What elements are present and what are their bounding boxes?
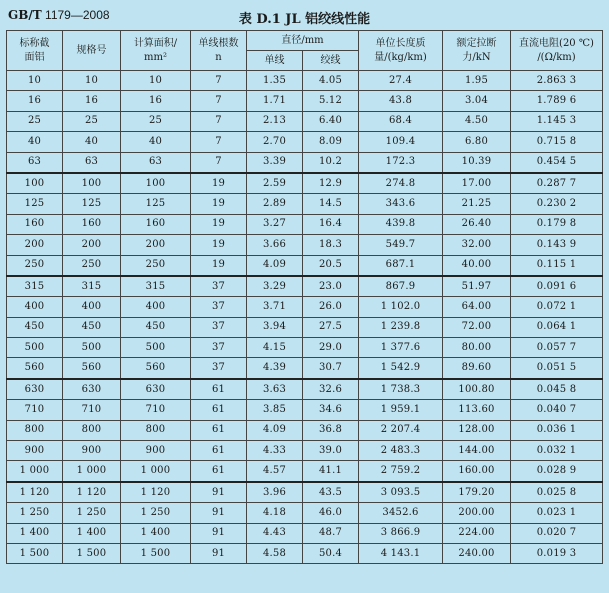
table-cell: 0.023 1 [511,503,603,523]
table-cell: 125 [7,194,63,214]
table-cell: 450 [121,317,191,337]
table-cell: 40 [121,132,191,152]
table-cell: 450 [63,317,121,337]
table-cell: 68.4 [359,111,443,131]
table-cell: 61 [191,441,247,461]
table-cell: 0.091 6 [511,276,603,297]
table-cell: 3.96 [247,482,303,503]
table-cell: 3.29 [247,276,303,297]
table-cell: 27.4 [359,71,443,91]
table-cell: 549.7 [359,235,443,255]
table-cell: 8.09 [303,132,359,152]
table-cell: 1 542.9 [359,358,443,379]
table-cell: 1 400 [121,523,191,543]
table-cell: 7 [191,152,247,173]
table-cell: 6.80 [443,132,511,152]
table-cell: 0.715 8 [511,132,603,152]
table-cell: 1 400 [63,523,121,543]
table-cell: 125 [121,194,191,214]
table-cell: 19 [191,255,247,276]
table-cell: 16.4 [303,214,359,234]
table-cell: 37 [191,297,247,317]
table-cell: 7 [191,132,247,152]
table-cell: 14.5 [303,194,359,214]
table-cell: 0.057 7 [511,338,603,358]
col-header-dc-resistance: 直流电阻(20 ℃) /(Ω/km) [511,31,603,71]
table-cell: 400 [63,297,121,317]
table-cell: 39.0 [303,441,359,461]
table-cell: 0.025 8 [511,482,603,503]
table-cell: 1.145 3 [511,111,603,131]
table-cell: 1 500 [7,543,63,563]
table-cell: 560 [7,358,63,379]
table-cell: 61 [191,420,247,440]
table-row [7,235,603,255]
table-row [7,255,603,276]
table-cell: 51.97 [443,276,511,297]
table-cell: 63 [63,152,121,173]
table-cell: 25 [7,111,63,131]
table-cell: 100 [63,173,121,194]
table-cell: 1.789 6 [511,91,603,111]
table-cell: 7 [191,71,247,91]
table-cell: 64.00 [443,297,511,317]
table-cell: 3.39 [247,152,303,173]
table-cell: 91 [191,482,247,503]
table-cell: 900 [63,441,121,461]
table-cell: 160 [7,214,63,234]
table-cell: 250 [7,255,63,276]
table-cell: 2 759.2 [359,461,443,482]
table-cell: 439.8 [359,214,443,234]
table-cell: 91 [191,543,247,563]
table-cell: 500 [7,338,63,358]
table-cell: 0.040 7 [511,400,603,420]
table-cell: 27.5 [303,317,359,337]
table-cell: 0.032 1 [511,441,603,461]
table-cell: 100 [121,173,191,194]
table-cell: 10.39 [443,152,511,173]
table-cell: 160 [121,214,191,234]
table-cell: 34.6 [303,400,359,420]
table-cell: 560 [63,358,121,379]
table-cell: 172.3 [359,152,443,173]
table-title: 表 D.1 JL 铝绞线性能 [238,12,371,27]
table-cell: 400 [7,297,63,317]
table-row [7,317,603,337]
table-cell: 1 120 [121,482,191,503]
table-cell: 0.045 8 [511,379,603,400]
table-cell: 43.5 [303,482,359,503]
table-cell: 2.70 [247,132,303,152]
table-cell: 1.71 [247,91,303,111]
table-cell: 274.8 [359,173,443,194]
table-cell: 630 [121,379,191,400]
table-cell: 1 500 [121,543,191,563]
col-header-nominal-section: 标称截 面铝 [7,31,63,71]
table-row [7,379,603,400]
table-cell: 1 239.8 [359,317,443,337]
table-cell: 315 [63,276,121,297]
table-cell: 1 377.6 [359,338,443,358]
table-cell: 7 [191,111,247,131]
col-header-breaking-force: 额定拉断 力/kN [443,31,511,71]
table-cell: 50.4 [303,543,359,563]
table-cell: 710 [63,400,121,420]
table-cell: 3.66 [247,235,303,255]
table-cell: 10 [7,71,63,91]
table-cell: 0.287 7 [511,173,603,194]
table-cell: 91 [191,523,247,543]
table-cell: 1 120 [7,482,63,503]
table-cell: 40.00 [443,255,511,276]
table-cell: 46.0 [303,503,359,523]
table-cell: 4.09 [247,255,303,276]
table-cell: 80.00 [443,338,511,358]
table-cell: 89.60 [443,358,511,379]
table-row [7,503,603,523]
table-row [7,173,603,194]
col-header-calc-area: 计算面积/ mm² [121,31,191,71]
table-row [7,482,603,503]
table-cell: 125 [63,194,121,214]
table-cell: 1 959.1 [359,400,443,420]
table-cell: 63 [7,152,63,173]
table-cell: 1.35 [247,71,303,91]
table-cell: 710 [121,400,191,420]
table-row [7,441,603,461]
table-cell: 3452.6 [359,503,443,523]
table-cell: 17.00 [443,173,511,194]
table-cell: 40 [63,132,121,152]
table-cell: 710 [7,400,63,420]
col-header-stranded: 绞线 [303,51,359,71]
table-cell: 0.019 3 [511,543,603,563]
table-cell: 20.5 [303,255,359,276]
table-cell: 1 250 [7,503,63,523]
table-cell: 250 [121,255,191,276]
table-cell: 32.00 [443,235,511,255]
table-cell: 0.454 5 [511,152,603,173]
table-cell: 128.00 [443,420,511,440]
table-cell: 113.60 [443,400,511,420]
table-cell: 6.40 [303,111,359,131]
table-cell: 18.3 [303,235,359,255]
table-cell: 200 [121,235,191,255]
table-cell: 343.6 [359,194,443,214]
table-cell: 1 738.3 [359,379,443,400]
table-cell: 4.43 [247,523,303,543]
table-cell: 800 [63,420,121,440]
table-cell: 250 [63,255,121,276]
col-header-wire-count: 单线根数 n [191,31,247,71]
table-cell: 19 [191,194,247,214]
table-cell: 3.63 [247,379,303,400]
table-cell: 4 143.1 [359,543,443,563]
table-cell: 37 [191,276,247,297]
table-row [7,214,603,234]
table-cell: 900 [7,441,63,461]
table-cell: 91 [191,503,247,523]
table-cell: 26.40 [443,214,511,234]
table-body [7,71,603,564]
page-header [6,4,603,30]
table-cell: 16 [63,91,121,111]
col-header-single-wire: 单线 [247,51,303,71]
col-header-mass: 单位长度质 量/(kg/km) [359,31,443,71]
table-cell: 32.6 [303,379,359,400]
table-cell: 3.85 [247,400,303,420]
table-cell: 144.00 [443,441,511,461]
table-cell: 1 000 [63,461,121,482]
table-cell: 19 [191,214,247,234]
table-cell: 4.18 [247,503,303,523]
table-cell: 61 [191,461,247,482]
table-cell: 800 [7,420,63,440]
table-cell: 25 [121,111,191,131]
table-cell: 48.7 [303,523,359,543]
table-row [7,276,603,297]
table-cell: 23.0 [303,276,359,297]
table-cell: 37 [191,317,247,337]
table-cell: 2.13 [247,111,303,131]
table-cell: 560 [121,358,191,379]
standard-code: 1179—2008 [41,8,110,22]
table-cell: 0.064 1 [511,317,603,337]
table-cell: 0.115 1 [511,255,603,276]
table-cell: 37 [191,358,247,379]
table-cell: 4.58 [247,543,303,563]
table-cell: 61 [191,379,247,400]
table-cell: 500 [121,338,191,358]
table-cell: 200 [7,235,63,255]
table-cell: 200.00 [443,503,511,523]
table-cell: 0.230 2 [511,194,603,214]
properties-table [6,30,603,564]
table-cell: 72.00 [443,317,511,337]
table-cell: 40 [7,132,63,152]
table-cell: 315 [121,276,191,297]
table-cell: 1 500 [63,543,121,563]
table-cell: 687.1 [359,255,443,276]
table-cell: 30.7 [303,358,359,379]
table-cell: 1 120 [63,482,121,503]
table-row [7,338,603,358]
table-cell: 0.072 1 [511,297,603,317]
table-cell: 500 [63,338,121,358]
table-cell: 0.028 9 [511,461,603,482]
table-row [7,152,603,173]
table-row [7,420,603,440]
table-cell: 61 [191,400,247,420]
table-cell: 25 [63,111,121,131]
table-cell: 29.0 [303,338,359,358]
table-row [7,194,603,214]
table-row [7,111,603,131]
table-cell: 10 [63,71,121,91]
table-cell: 2 483.3 [359,441,443,461]
standard-prefix: GB/T [8,8,42,22]
table-cell: 315 [7,276,63,297]
table-cell: 0.036 1 [511,420,603,440]
table-cell: 3.27 [247,214,303,234]
table-cell: 2.59 [247,173,303,194]
table-cell: 63 [121,152,191,173]
table-cell: 3.71 [247,297,303,317]
table-cell: 16 [7,91,63,111]
table-cell: 12.9 [303,173,359,194]
table-cell: 26.0 [303,297,359,317]
table-cell: 400 [121,297,191,317]
table-cell: 3.04 [443,91,511,111]
table-cell: 3 093.5 [359,482,443,503]
table-cell: 179.20 [443,482,511,503]
table-cell: 1 250 [63,503,121,523]
table-cell: 630 [63,379,121,400]
table-cell: 2.863 3 [511,71,603,91]
table-cell: 2 207.4 [359,420,443,440]
table-cell: 0.020 7 [511,523,603,543]
table-cell: 200 [63,235,121,255]
table-cell: 100.80 [443,379,511,400]
table-cell: 41.1 [303,461,359,482]
table-cell: 21.25 [443,194,511,214]
table-cell: 1 250 [121,503,191,523]
table-cell: 1 102.0 [359,297,443,317]
table-cell: 19 [191,235,247,255]
table-cell: 37 [191,338,247,358]
table-cell: 0.179 8 [511,214,603,234]
table-cell: 0.051 5 [511,358,603,379]
table-cell: 10 [121,71,191,91]
table-cell: 867.9 [359,276,443,297]
table-cell: 7 [191,91,247,111]
table-cell: 224.00 [443,523,511,543]
table-cell: 4.39 [247,358,303,379]
table-row [7,543,603,563]
table-cell: 800 [121,420,191,440]
table-row [7,523,603,543]
table-cell: 3 866.9 [359,523,443,543]
table-cell: 160 [63,214,121,234]
table-cell: 109.4 [359,132,443,152]
table-cell: 1.95 [443,71,511,91]
table-cell: 4.05 [303,71,359,91]
table-cell: 10.2 [303,152,359,173]
table-cell: 450 [7,317,63,337]
table-cell: 3.94 [247,317,303,337]
table-row [7,132,603,152]
col-header-spec-no: 规格号 [63,31,121,71]
table-cell: 5.12 [303,91,359,111]
table-row [7,297,603,317]
table-cell: 900 [121,441,191,461]
table-cell: 4.57 [247,461,303,482]
table-row [7,400,603,420]
table-cell: 4.15 [247,338,303,358]
table-cell: 43.8 [359,91,443,111]
table-cell: 4.33 [247,441,303,461]
table-cell: 1 000 [121,461,191,482]
col-header-diameter: 直径/mm [247,31,359,51]
table-cell: 4.09 [247,420,303,440]
table-cell: 160.00 [443,461,511,482]
table-cell: 240.00 [443,543,511,563]
table-cell: 1 400 [7,523,63,543]
table-cell: 630 [7,379,63,400]
table-cell: 19 [191,173,247,194]
table-row [7,358,603,379]
table-cell: 1 000 [7,461,63,482]
table-cell: 36.8 [303,420,359,440]
table-row [7,71,603,91]
table-row [7,461,603,482]
table-cell: 2.89 [247,194,303,214]
table-cell: 100 [7,173,63,194]
table-cell: 0.143 9 [511,235,603,255]
table-cell: 16 [121,91,191,111]
table-cell: 4.50 [443,111,511,131]
table-row [7,91,603,111]
